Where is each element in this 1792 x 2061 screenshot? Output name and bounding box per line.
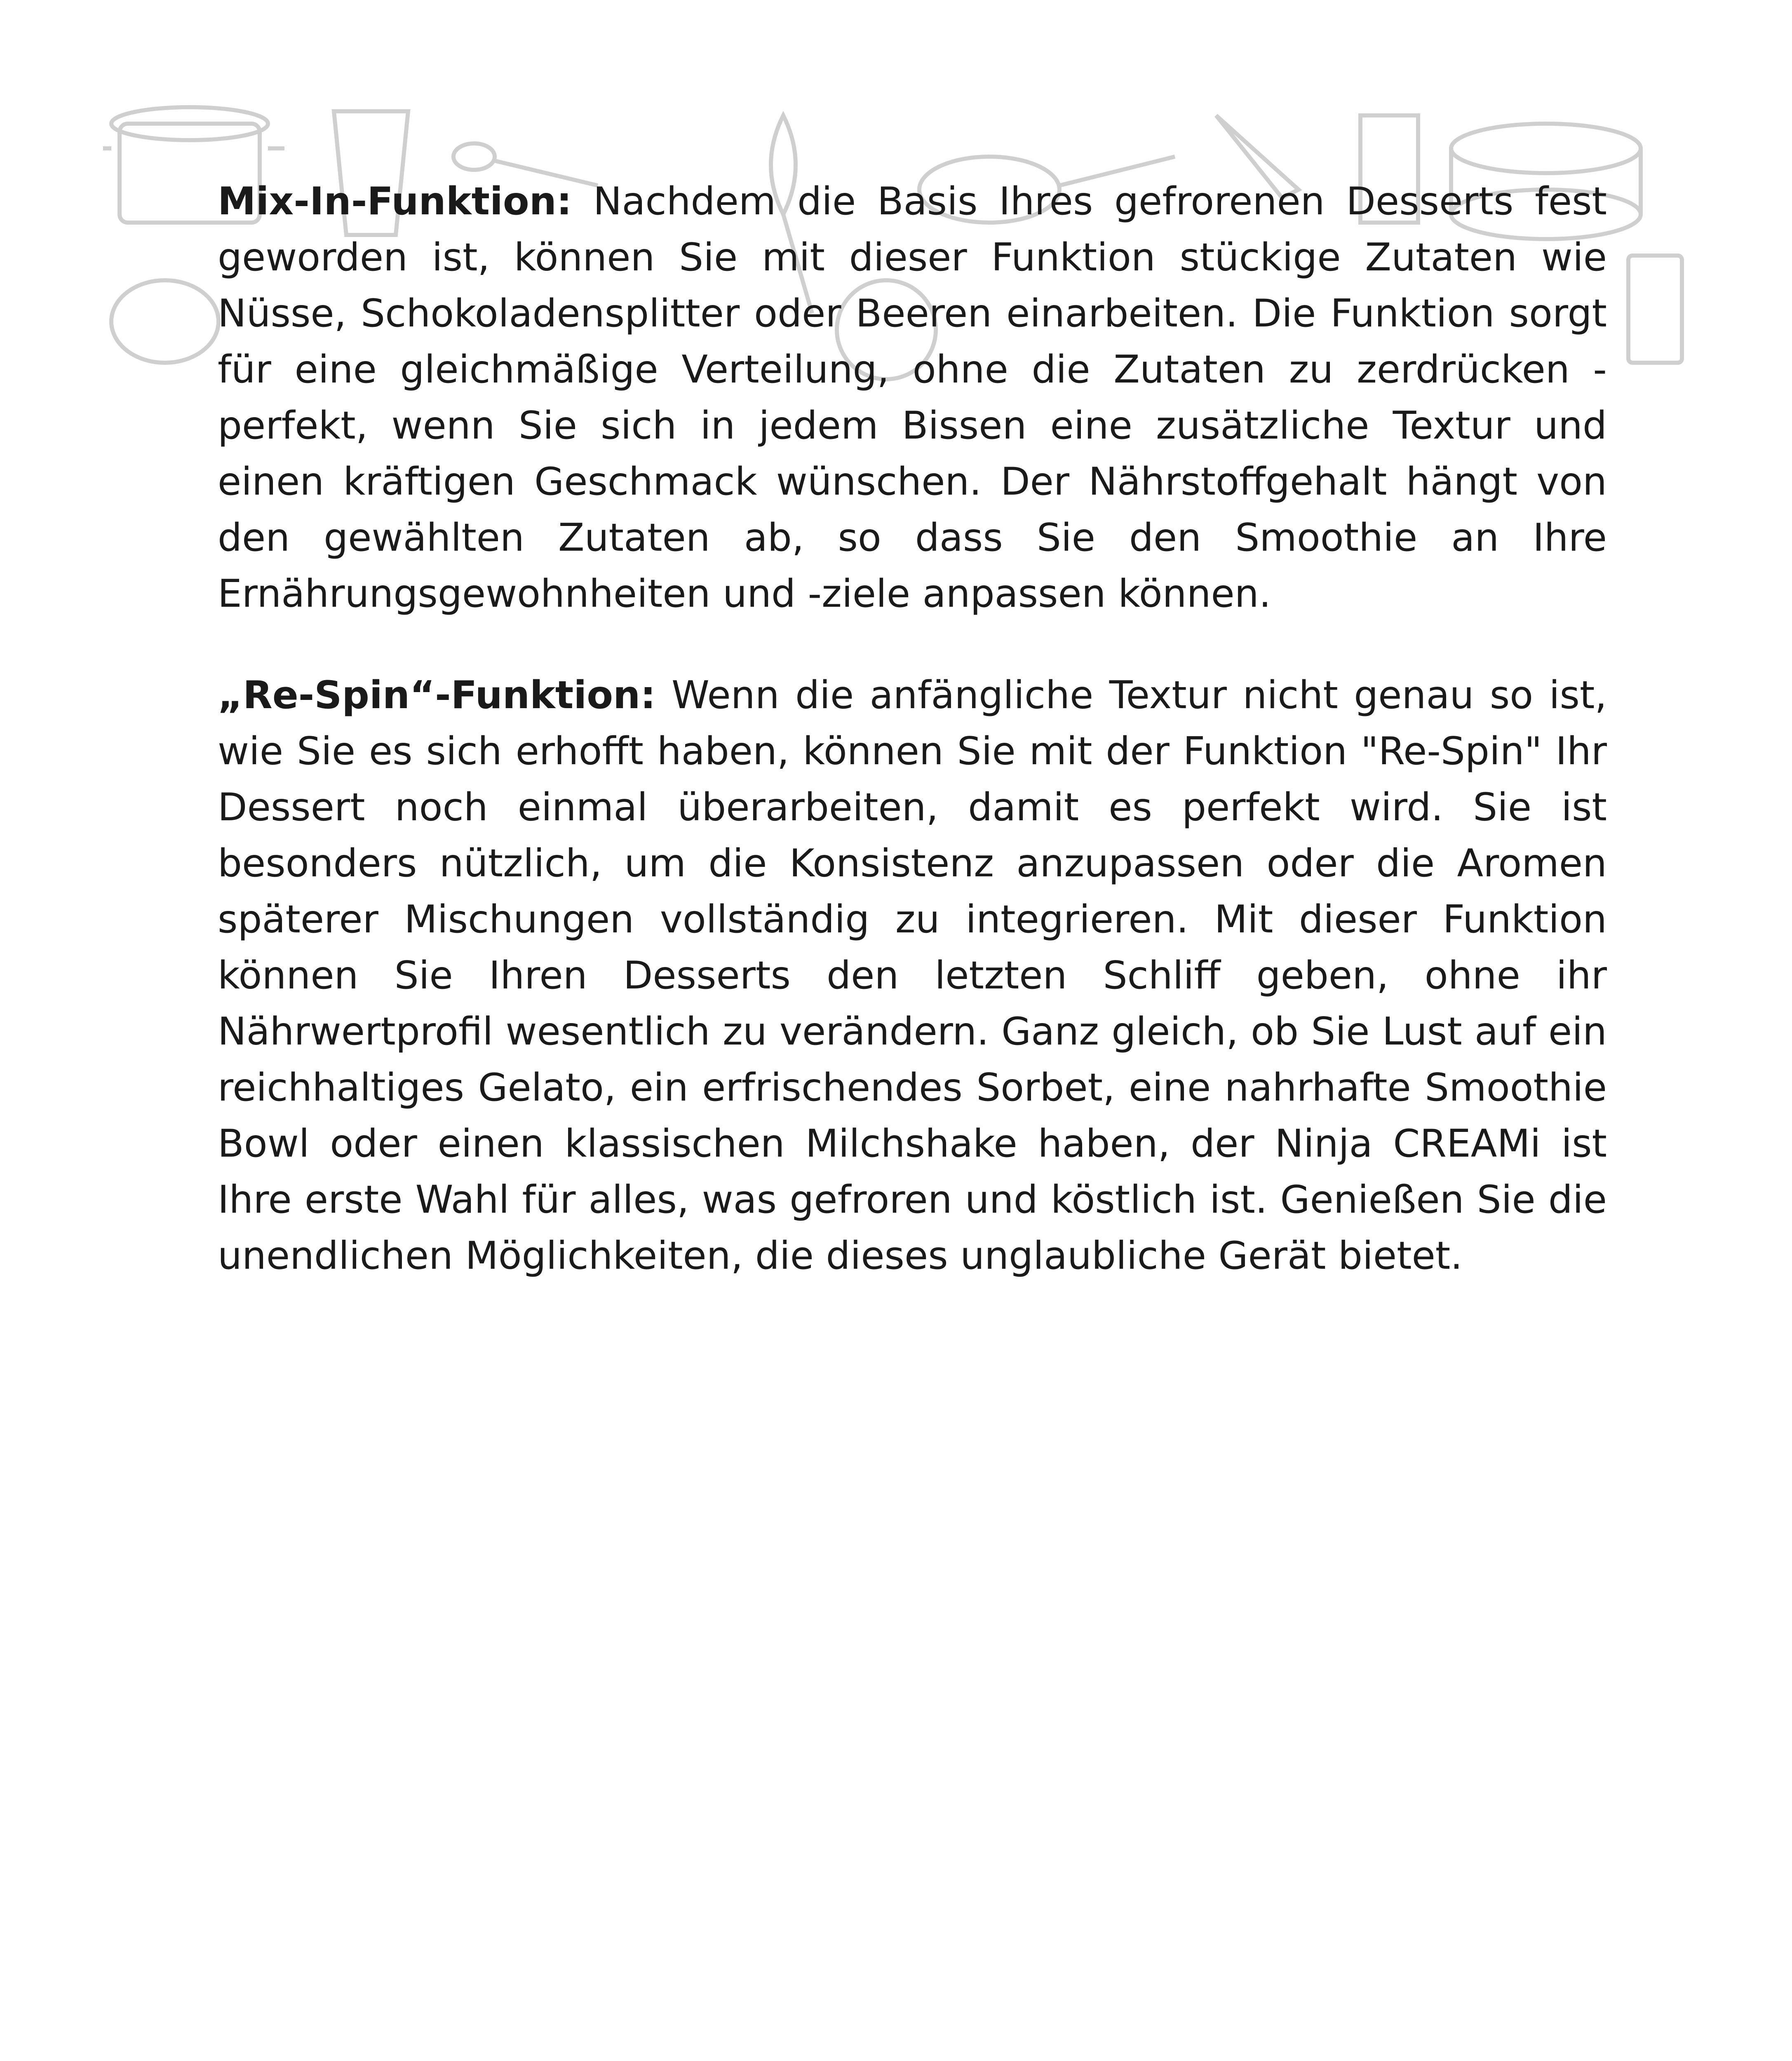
paragraph-mix-in [218, 173, 1607, 622]
paragraph-heading: Mix-In-Funktion: [218, 179, 572, 223]
document-body [218, 173, 1607, 1329]
lidded-pot-icon [111, 280, 218, 363]
paragraph-text: Nachdem die Basis Ihres gefrorenen Desserts fest geworden ist, können Sie mit dieser Funktion stückige Zutaten wie Nüsse, Schokoladensplitter oder Beeren einarbeiten. Die Funktion sorgt für eine gleichmäßige Verteilung, ohne die Zutaten zu zerdrücken - perfekt, wenn Sie sich in jedem Bissen eine zusätzliche Textur und einen kräftigen Geschmack wünschen. Der Nährstoffgehalt hängt von den gewählten Zutaten ab, so dass Sie den Smoothie an Ihre Ernährungsgewohnheiten und -ziele anpassen können. [218, 179, 1607, 616]
paragraph-heading: „Re-Spin“-Funktion: [218, 673, 656, 717]
paragraph-re-spin [218, 667, 1607, 1284]
grater-icon [1628, 256, 1682, 363]
paragraph-text: Wenn die anfängliche Textur nicht genau so ist, wie Sie es sich erhofft haben, können Sie mit der Funktion "Re-Spin" Ihr Dessert noch einmal überarbeiten, damit es perfekt wird. Sie ist besonders nützlich, um die Konsistenz anzupassen oder die Aromen späterer Mischungen vollständig zu integrieren. Mit dieser Funktion können Sie Ihren Desserts den letzten Schliff geben, ohne ihr Nährwertprofil wesentlich zu verändern. Ganz gleich, ob Sie Lust auf ein reichhaltiges Gelato, ein erfrischendes Sorbet, eine nahrhafte Smoothie Bowl oder einen klassischen Milchshake haben, der Ninja CREAMi ist Ihre erste Wahl für alles, was gefroren und köstlich ist. Genießen Sie die unendlichen Möglichkeiten, die dieses unglaubliche Gerät bietet. [218, 673, 1607, 1278]
